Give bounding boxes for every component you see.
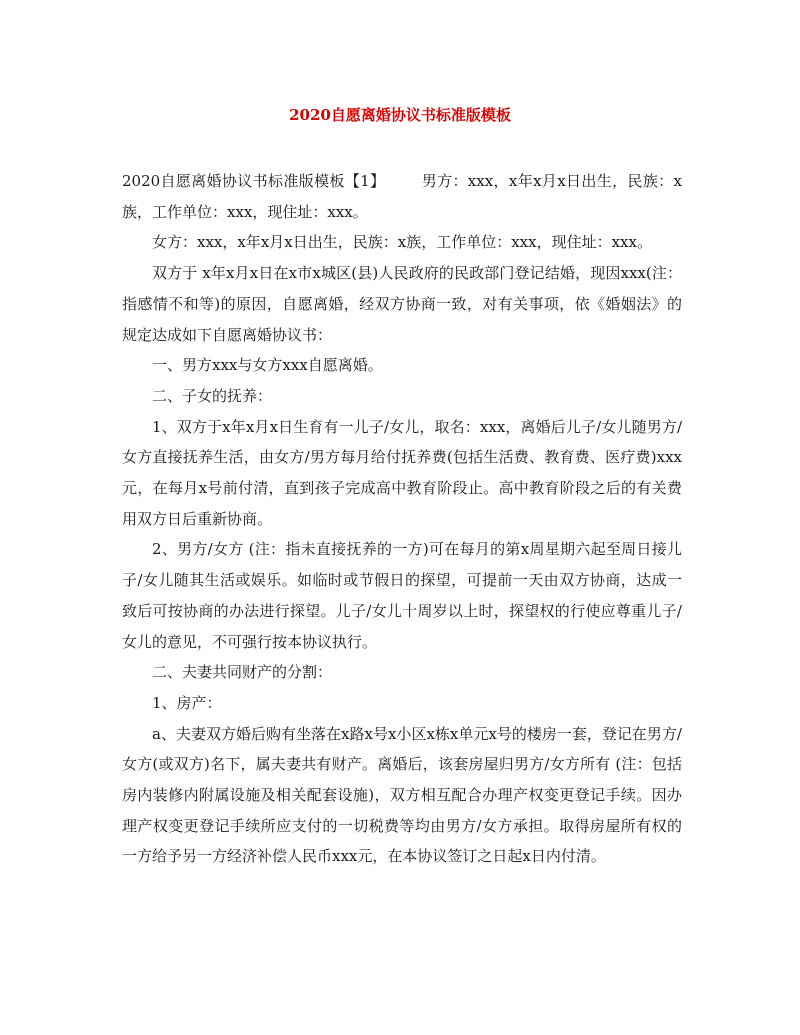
paragraph-party-female: 女方：xxx，x年x月x日出生，民族：x族，工作单位：xxx，现住址：xxx。 bbox=[152, 233, 652, 252]
paragraph-heading-property-division: 二、夫妻共同财产的分割： bbox=[152, 663, 333, 682]
document-subheading: 2020自愿离婚协议书标准版模板【1】 bbox=[122, 172, 386, 190]
paragraph-heading-child-custody: 二、子女的抚养： bbox=[152, 386, 273, 405]
paragraph-visitation: 2、男方/女方 (注：指未直接抚养的一方)可在每月的第x周星期六起至周日接儿子/女儿随其生活或娱乐。如临时或节假日的探望，可提前一天由双方协商，达成一致后可按协商的办法进行探望。儿子/女儿十周岁以上时，探望权的行使应尊重儿子/女儿的意见，不可强行按本协议执行。 bbox=[122, 540, 682, 651]
paragraph-clause-divorce: 一、男方xxx与女方xxx自愿离婚。 bbox=[152, 356, 383, 375]
document-body bbox=[122, 166, 682, 872]
paragraph-child-support: 1、双方于x年x月x日生育有一儿子/女儿，取名：xxx，离婚后儿子/女儿随男方/女方直接抚养生活，由女方/男方每月给付抚养费(包括生活费、教育费、医疗费)xxx元，在每月x号前付清，直到孩子完成高中教育阶段止。高中教育阶段之后的有关费用双方日后重新协商。 bbox=[122, 417, 682, 528]
paragraph-text: 男方：xxx，x年x月x日出生，民族：x族，工作单位：xxx，现住址：xxx。 bbox=[122, 172, 682, 221]
paragraph-party-male bbox=[122, 166, 682, 227]
paragraph-marriage-registration: 双方于 x年x月x日在x市x城区(县)人民政府的民政部门登记结婚，现因xxx(注：指感情不和等)的原因，自愿离婚，经双方协商一致，对有关事项，依《婚姻法》的规定达成如下自愿离婚协议书： bbox=[122, 264, 682, 344]
paragraph-real-estate-details: a、夫妻双方婚后购有坐落在x路x号x小区x栋x单元x号的楼房一套，登记在男方/女方(或双方)名下，属夫妻共有财产。离婚后，该套房屋归男方/女方所有 (注：包括房内装修内附属设施及相关配套设施)，双方相互配合办理产权变更登记手续。因办理产权变更登记手续所应支付的一切税费等均由男方/女方承担。取得房屋所有权的一方给予另一方经济补偿人民币xxx元，在本协议签订之日起x日内付清。 bbox=[122, 724, 682, 866]
document-title: 2020自愿离婚协议书标准版模板 bbox=[289, 106, 511, 124]
paragraph-heading-real-estate: 1、房产： bbox=[152, 693, 222, 712]
